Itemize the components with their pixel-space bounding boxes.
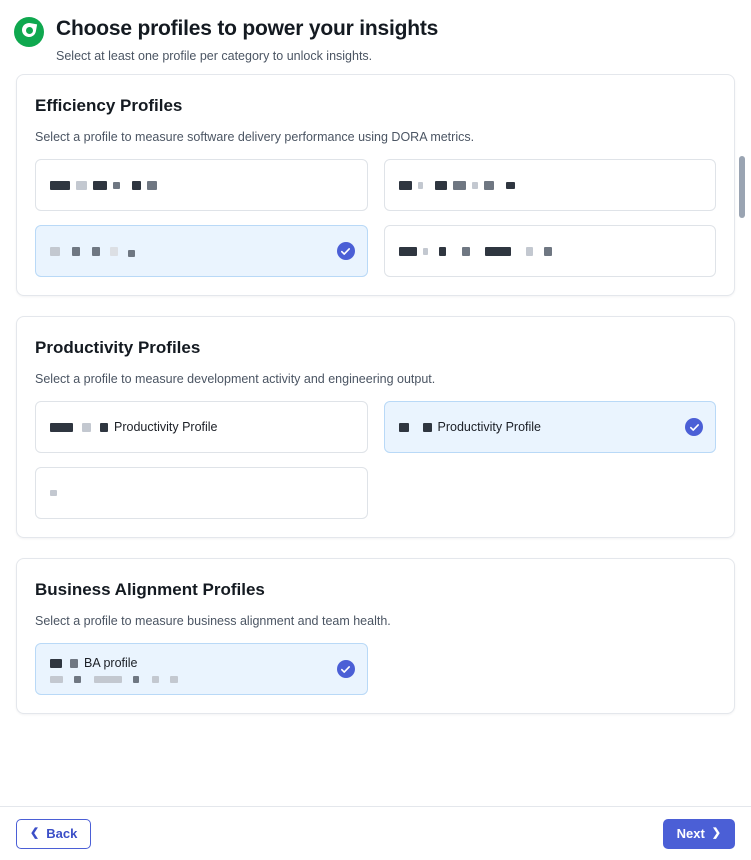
profile-tile-label — [399, 247, 552, 256]
redaction-block — [484, 181, 494, 190]
redaction-block — [439, 247, 446, 256]
redaction-block — [485, 247, 511, 256]
wizard-footer — [0, 806, 751, 860]
redaction-block — [435, 181, 447, 190]
check-icon — [685, 418, 703, 436]
redaction-block — [506, 182, 515, 189]
next-button[interactable] — [663, 819, 735, 849]
redaction-block — [453, 181, 466, 190]
check-icon — [337, 660, 355, 678]
section-description: Select a profile to measure development activity and engineering output. — [35, 372, 436, 386]
page-title: Choose profiles to power your insights — [56, 17, 439, 40]
profile-tile-label — [50, 490, 57, 496]
profile-tile[interactable] — [384, 159, 717, 211]
page-subtitle: Select at least one profile per category to unlock insights. — [56, 49, 373, 63]
redaction-block — [50, 181, 70, 190]
profile-tile-text: BA profile — [84, 656, 138, 670]
profile-tile-label — [50, 181, 157, 190]
profile-tile-content — [50, 655, 178, 683]
profile-tile[interactable] — [384, 225, 717, 277]
redaction-block — [113, 182, 120, 189]
section-title: Productivity Profiles — [35, 338, 201, 357]
profile-tile-text: Productivity Profile — [437, 420, 542, 434]
check-icon — [337, 242, 355, 260]
redaction-block — [132, 181, 141, 190]
redaction-block — [50, 423, 73, 432]
redaction-block — [110, 247, 118, 256]
profile-tile-label — [50, 419, 218, 435]
profile-tile-text: Productivity Profile — [114, 420, 218, 434]
redaction-block — [462, 247, 470, 256]
redaction-block — [92, 247, 100, 256]
profile-tile-label — [399, 419, 542, 435]
redaction-block — [170, 676, 178, 683]
redaction-block — [76, 181, 87, 190]
profile-tile-selected[interactable] — [35, 643, 368, 695]
profile-tile[interactable] — [35, 401, 368, 453]
redaction-block — [82, 423, 91, 432]
redaction-block — [544, 247, 552, 256]
redaction-block — [147, 181, 157, 190]
profile-tile-label — [50, 655, 178, 671]
redaction-block — [50, 676, 63, 683]
header-text-block — [56, 14, 438, 64]
page-header — [0, 0, 751, 74]
section-title: Efficiency Profiles — [35, 96, 183, 115]
sections-scroll-area[interactable] — [0, 74, 751, 782]
redaction-block — [50, 490, 57, 496]
back-button[interactable] — [16, 819, 91, 849]
section-business-alignment-profiles — [16, 558, 735, 714]
section-efficiency-profiles — [16, 74, 735, 296]
redaction-block — [100, 423, 108, 432]
redaction-block — [152, 676, 159, 683]
redaction-block — [423, 248, 428, 255]
profile-tile[interactable] — [35, 467, 368, 519]
profile-tile[interactable] — [35, 159, 368, 211]
profile-tile-label — [50, 245, 135, 257]
redaction-block — [128, 250, 135, 257]
section-productivity-profiles — [16, 316, 735, 538]
redaction-block — [133, 676, 139, 683]
redaction-block — [50, 659, 62, 668]
redaction-block — [70, 659, 78, 668]
profile-tile-label — [399, 181, 515, 190]
back-button-label: Back — [46, 826, 78, 841]
leaf-logo-icon — [14, 17, 44, 47]
redaction-block — [526, 247, 533, 256]
chevron-right-icon: ❯ — [711, 827, 721, 839]
redaction-block — [94, 676, 122, 683]
redaction-block — [399, 247, 417, 256]
next-button-label: Next — [676, 826, 705, 841]
redaction-block — [72, 247, 80, 256]
section-description: Select a profile to measure business alignment and team health. — [35, 614, 391, 628]
profile-tile-grid — [35, 159, 716, 277]
redaction-block — [418, 182, 423, 189]
redaction-block — [93, 181, 107, 190]
chevron-left-icon: ❮ — [30, 827, 40, 839]
section-description: Select a profile to measure software delivery performance using DORA metrics. — [35, 130, 475, 144]
redaction-block — [399, 423, 409, 432]
profile-tile-selected[interactable] — [35, 225, 368, 277]
redaction-block — [423, 423, 432, 432]
redaction-block — [74, 676, 81, 683]
profile-tile-grid — [35, 643, 716, 695]
redaction-block — [50, 247, 60, 256]
redaction-block — [472, 182, 478, 189]
profile-tile-subtext — [50, 676, 178, 683]
profile-tile-grid — [35, 401, 716, 519]
section-title: Business Alignment Profiles — [35, 580, 265, 599]
scrollbar-thumb[interactable] — [739, 156, 745, 218]
profile-tile-selected[interactable] — [384, 401, 717, 453]
redaction-block — [399, 181, 412, 190]
